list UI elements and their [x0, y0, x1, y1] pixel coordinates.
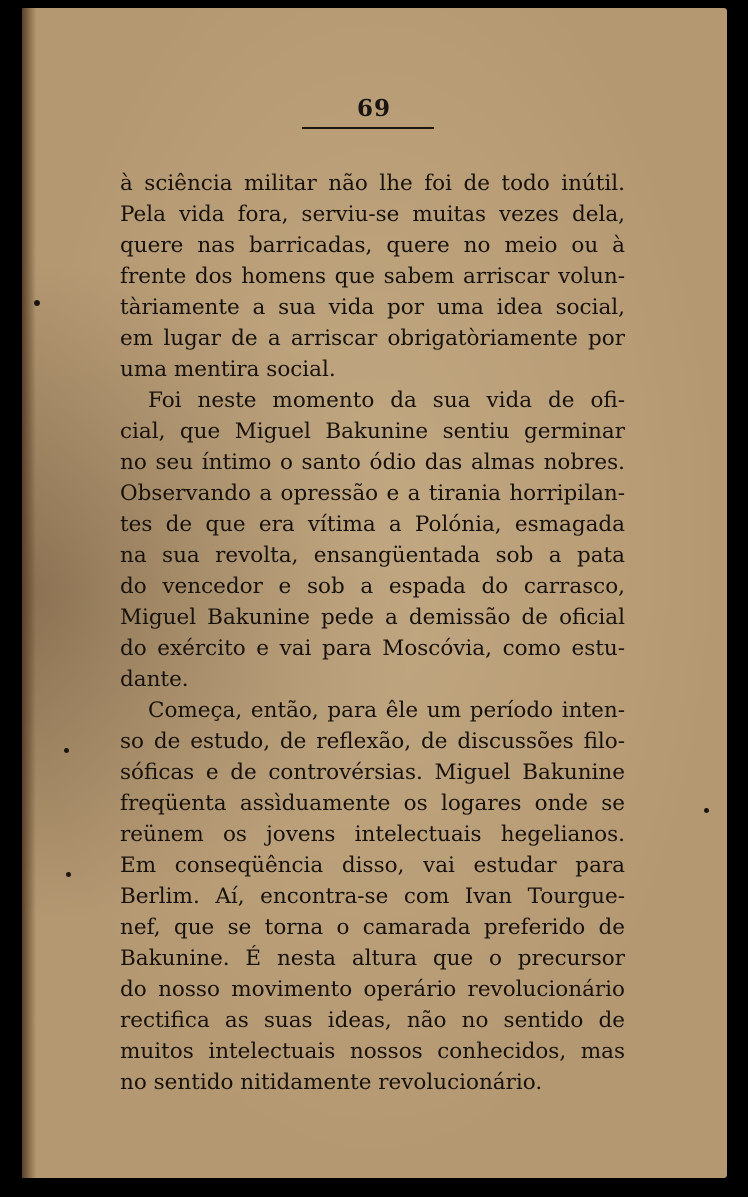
text-line: muitos intelectuais nossos conhecidos, mas: [120, 1039, 625, 1064]
text-line: Berlim. Aí, encontra-se com Ivan Tourgue-: [120, 884, 625, 909]
text-line: uma mentira social.: [120, 357, 336, 382]
ink-blot: [66, 872, 71, 877]
page-number: 69: [356, 95, 391, 122]
text-line: tes de que era vítima a Polónia, esmagada: [120, 512, 625, 537]
text-line: Começa, então, para êle um período inten-: [148, 698, 625, 723]
text-line: frente dos homens que sabem arriscar volun-: [120, 264, 625, 289]
text-line: rectifica as suas ideas, não no sentido de: [120, 1008, 625, 1033]
text-line: reünem os jovens intelectuais hegelianos.: [120, 822, 625, 847]
text-line: do vencedor e sob a espada do carrasco,: [120, 574, 625, 599]
ink-blot: [34, 300, 40, 306]
text-line: quere nas barricadas, quere no meio ou à: [120, 233, 625, 258]
header-rule: [302, 127, 434, 129]
text-line: do exército e vai para Moscóvia, como estu-: [120, 636, 625, 661]
text-line: em lugar de a arriscar obrigatòriamente por: [120, 326, 625, 351]
text-line: Bakunine. É nesta altura que o precursor: [120, 946, 625, 971]
text-line: do nosso movimento operário revolucionário: [120, 977, 625, 1002]
text-line: no sentido nitidamente revolucionário.: [120, 1070, 543, 1095]
text-line: Miguel Bakunine pede a demissão de oficial: [120, 605, 625, 630]
page-gutter-shadow: [22, 8, 36, 1178]
text-line: sóficas e de controvérsias. Miguel Bakunine: [120, 760, 625, 785]
text-line: cial, que Miguel Bakunine sentiu germinar: [120, 419, 625, 444]
text-line: à sciência militar não lhe foi de todo inútil.: [120, 171, 625, 196]
text-line: tàriamente a sua vida por uma idea social,: [120, 295, 625, 320]
body-text: [120, 168, 625, 1098]
text-line: Foi neste momento da sua vida de ofi-: [148, 388, 625, 413]
text-line: Pela vida fora, serviu-se muitas vezes dela,: [120, 202, 625, 227]
text-line: Em conseqüência disso, vai estudar para: [120, 853, 625, 878]
text-line: nef, que se torna o camarada preferido de: [120, 915, 625, 940]
text-line: Observando a opressão e a tirania horripilan-: [120, 481, 625, 506]
ink-blot: [64, 748, 69, 753]
text-line: freqüenta assìduamente os logares onde se: [120, 791, 625, 816]
text-line: so de estudo, de reflexão, de discussões filo-: [120, 729, 625, 754]
text-line: na sua revolta, ensangüentada sob a pata: [120, 543, 625, 568]
text-line: dante.: [120, 667, 189, 692]
text-line: no seu íntimo o santo ódio das almas nobres.: [120, 450, 625, 475]
ink-blot: [704, 808, 709, 813]
